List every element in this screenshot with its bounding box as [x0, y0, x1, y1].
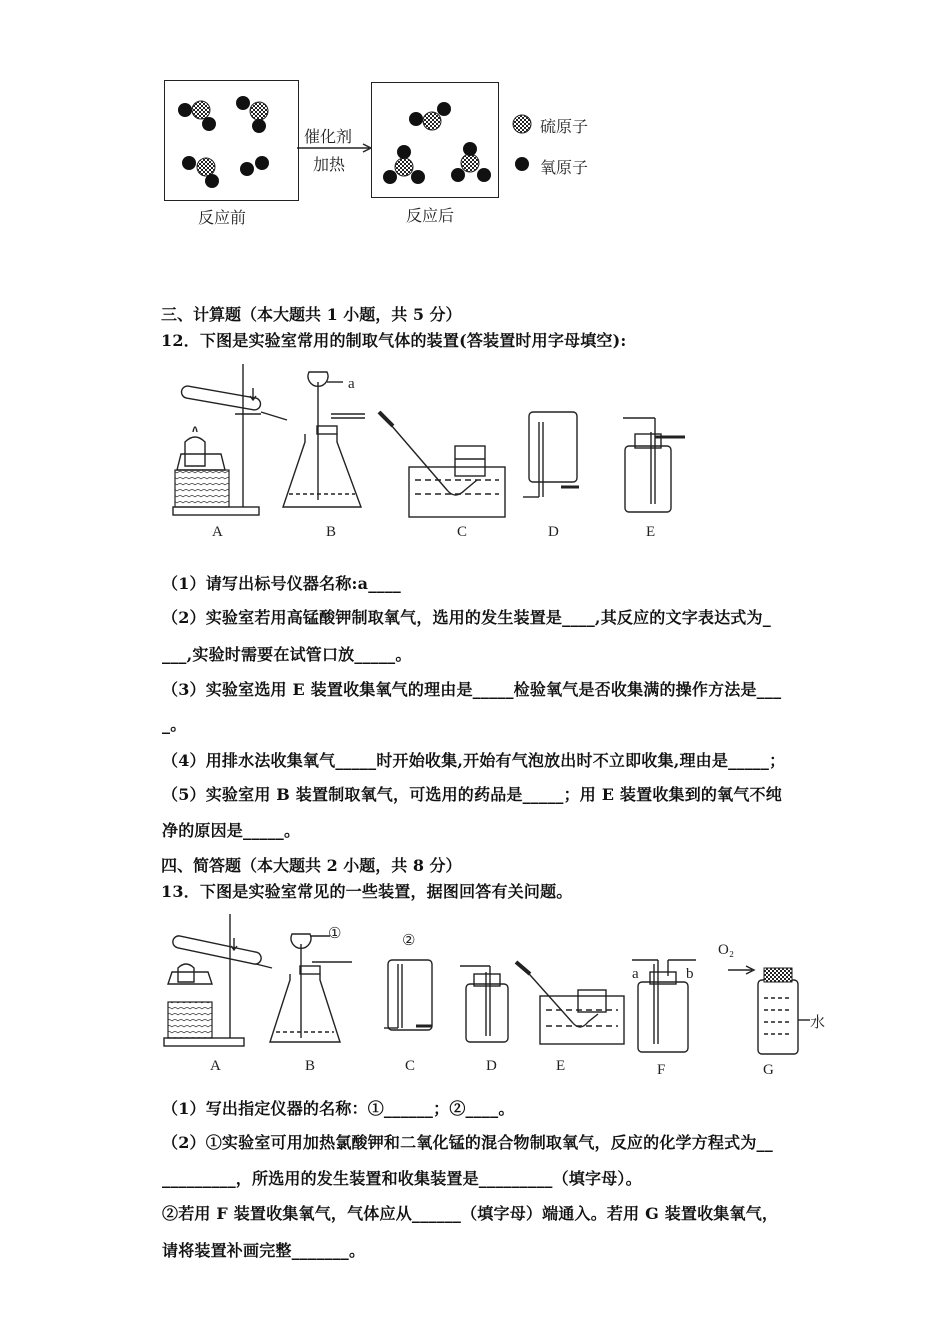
legend-sulfur: 硫原子	[540, 117, 589, 136]
legend-oxygen: 氧原子	[540, 158, 589, 177]
q13-label-g: G	[763, 1062, 774, 1078]
q13-stem: 13．下图是实验室常见的一些装置，据图回答有关问题。	[161, 882, 573, 901]
q12-line2: （2）实验室若用高锰酸钾制取氧气，选用的发生装置是____,其反应的文字表达式为_	[162, 608, 771, 627]
q13-line2: （2）①实验室可用加热氯酸钾和二氧化锰的混合物制取氧气，反应的化学方程式为__	[162, 1133, 773, 1152]
section3-heading: 三、计算题（本大题共 1 小题，共 5 分）	[161, 305, 462, 324]
q12-line3: ___,实验时需要在试管口放_____。	[162, 645, 412, 664]
q13-apparatus-d	[460, 966, 508, 1042]
q12-line5: _。	[162, 715, 187, 734]
q13-line5: 请将装置补画完整_______。	[162, 1241, 366, 1260]
q12-line8: 净的原因是_____。	[162, 821, 301, 840]
q13-apparatus-b	[270, 934, 352, 1042]
q13-apparatus-c	[384, 960, 432, 1030]
q12-apparatus-c	[379, 412, 505, 517]
oxygen-atom-icon	[515, 157, 529, 171]
q13-line1: （1）写出指定仪器的名称：①______；②____。	[162, 1099, 515, 1118]
before-label: 反应前	[198, 208, 247, 227]
q13-label-b: B	[305, 1058, 316, 1074]
after-box	[371, 82, 499, 198]
q12-apparatus-d	[523, 412, 579, 497]
q12-marker-a: a	[348, 376, 355, 392]
sulfur-atom-icon	[513, 115, 531, 133]
before-molecules	[165, 81, 298, 200]
q13-label-e: E	[556, 1058, 566, 1074]
q12-line4: （3）实验室选用 E 装置收集氧气的理由是_____检验氧气是否收集满的操作方法是___	[162, 680, 782, 699]
q12-line6: （4）用排水法收集氧气_____时开始收集,开始有气泡放出时不立即收集,理由是_____；	[162, 751, 786, 770]
q13-label-f: F	[657, 1062, 666, 1078]
q12-apparatus-e	[623, 418, 685, 512]
before-box	[164, 80, 299, 201]
q12-line7: （5）实验室用 B 装置制取氧气，可选用的药品是_____；用 E 装置收集到的氧气不纯	[162, 785, 782, 804]
q13-apparatus-g	[728, 966, 810, 1054]
q13-f-b: b	[686, 966, 694, 982]
q13-apparatus-e	[516, 962, 624, 1044]
condition-top: 催化剂	[304, 127, 353, 146]
condition-bottom: 加热	[313, 155, 346, 174]
q12-label-e: E	[646, 524, 656, 540]
q13-marker-2: ②	[402, 933, 416, 949]
q13-f-a: a	[632, 966, 639, 982]
q13-g-o2: O₂	[718, 942, 735, 958]
q12-apparatus-figure	[165, 362, 685, 522]
q13-apparatus-figure	[160, 910, 820, 1060]
q13-line3: _________，所选用的发生装置和收集装置是_________（填字母）。	[162, 1169, 642, 1188]
q13-apparatus-a	[164, 914, 272, 1046]
after-molecules	[372, 83, 498, 197]
q12-label-b: B	[326, 524, 337, 540]
q13-label-c: C	[405, 1058, 416, 1074]
q13-marker-1: ①	[328, 926, 342, 942]
q12-label-a: A	[212, 524, 223, 540]
q12-line1: （1）请写出标号仪器名称:a____	[162, 574, 402, 593]
q13-g-water: 水	[810, 1015, 826, 1031]
legend-symbols	[510, 113, 540, 173]
q12-stem: 12．下图是实验室常用的制取气体的装置(答装置时用字母填空):	[161, 331, 627, 350]
q12-label-d: D	[548, 524, 559, 540]
after-label: 反应后	[406, 206, 455, 225]
q13-line4: ②若用 F 装置收集氧气，气体应从______（填字母）端通入。若用 G 装置收集氧气，	[162, 1204, 779, 1223]
q13-label-d: D	[486, 1058, 497, 1074]
q12-label-c: C	[457, 524, 468, 540]
q13-label-a: A	[210, 1058, 221, 1074]
section4-heading: 四、简答题（本大题共 2 小题，共 8 分）	[161, 856, 462, 875]
q12-apparatus-a	[173, 364, 287, 515]
